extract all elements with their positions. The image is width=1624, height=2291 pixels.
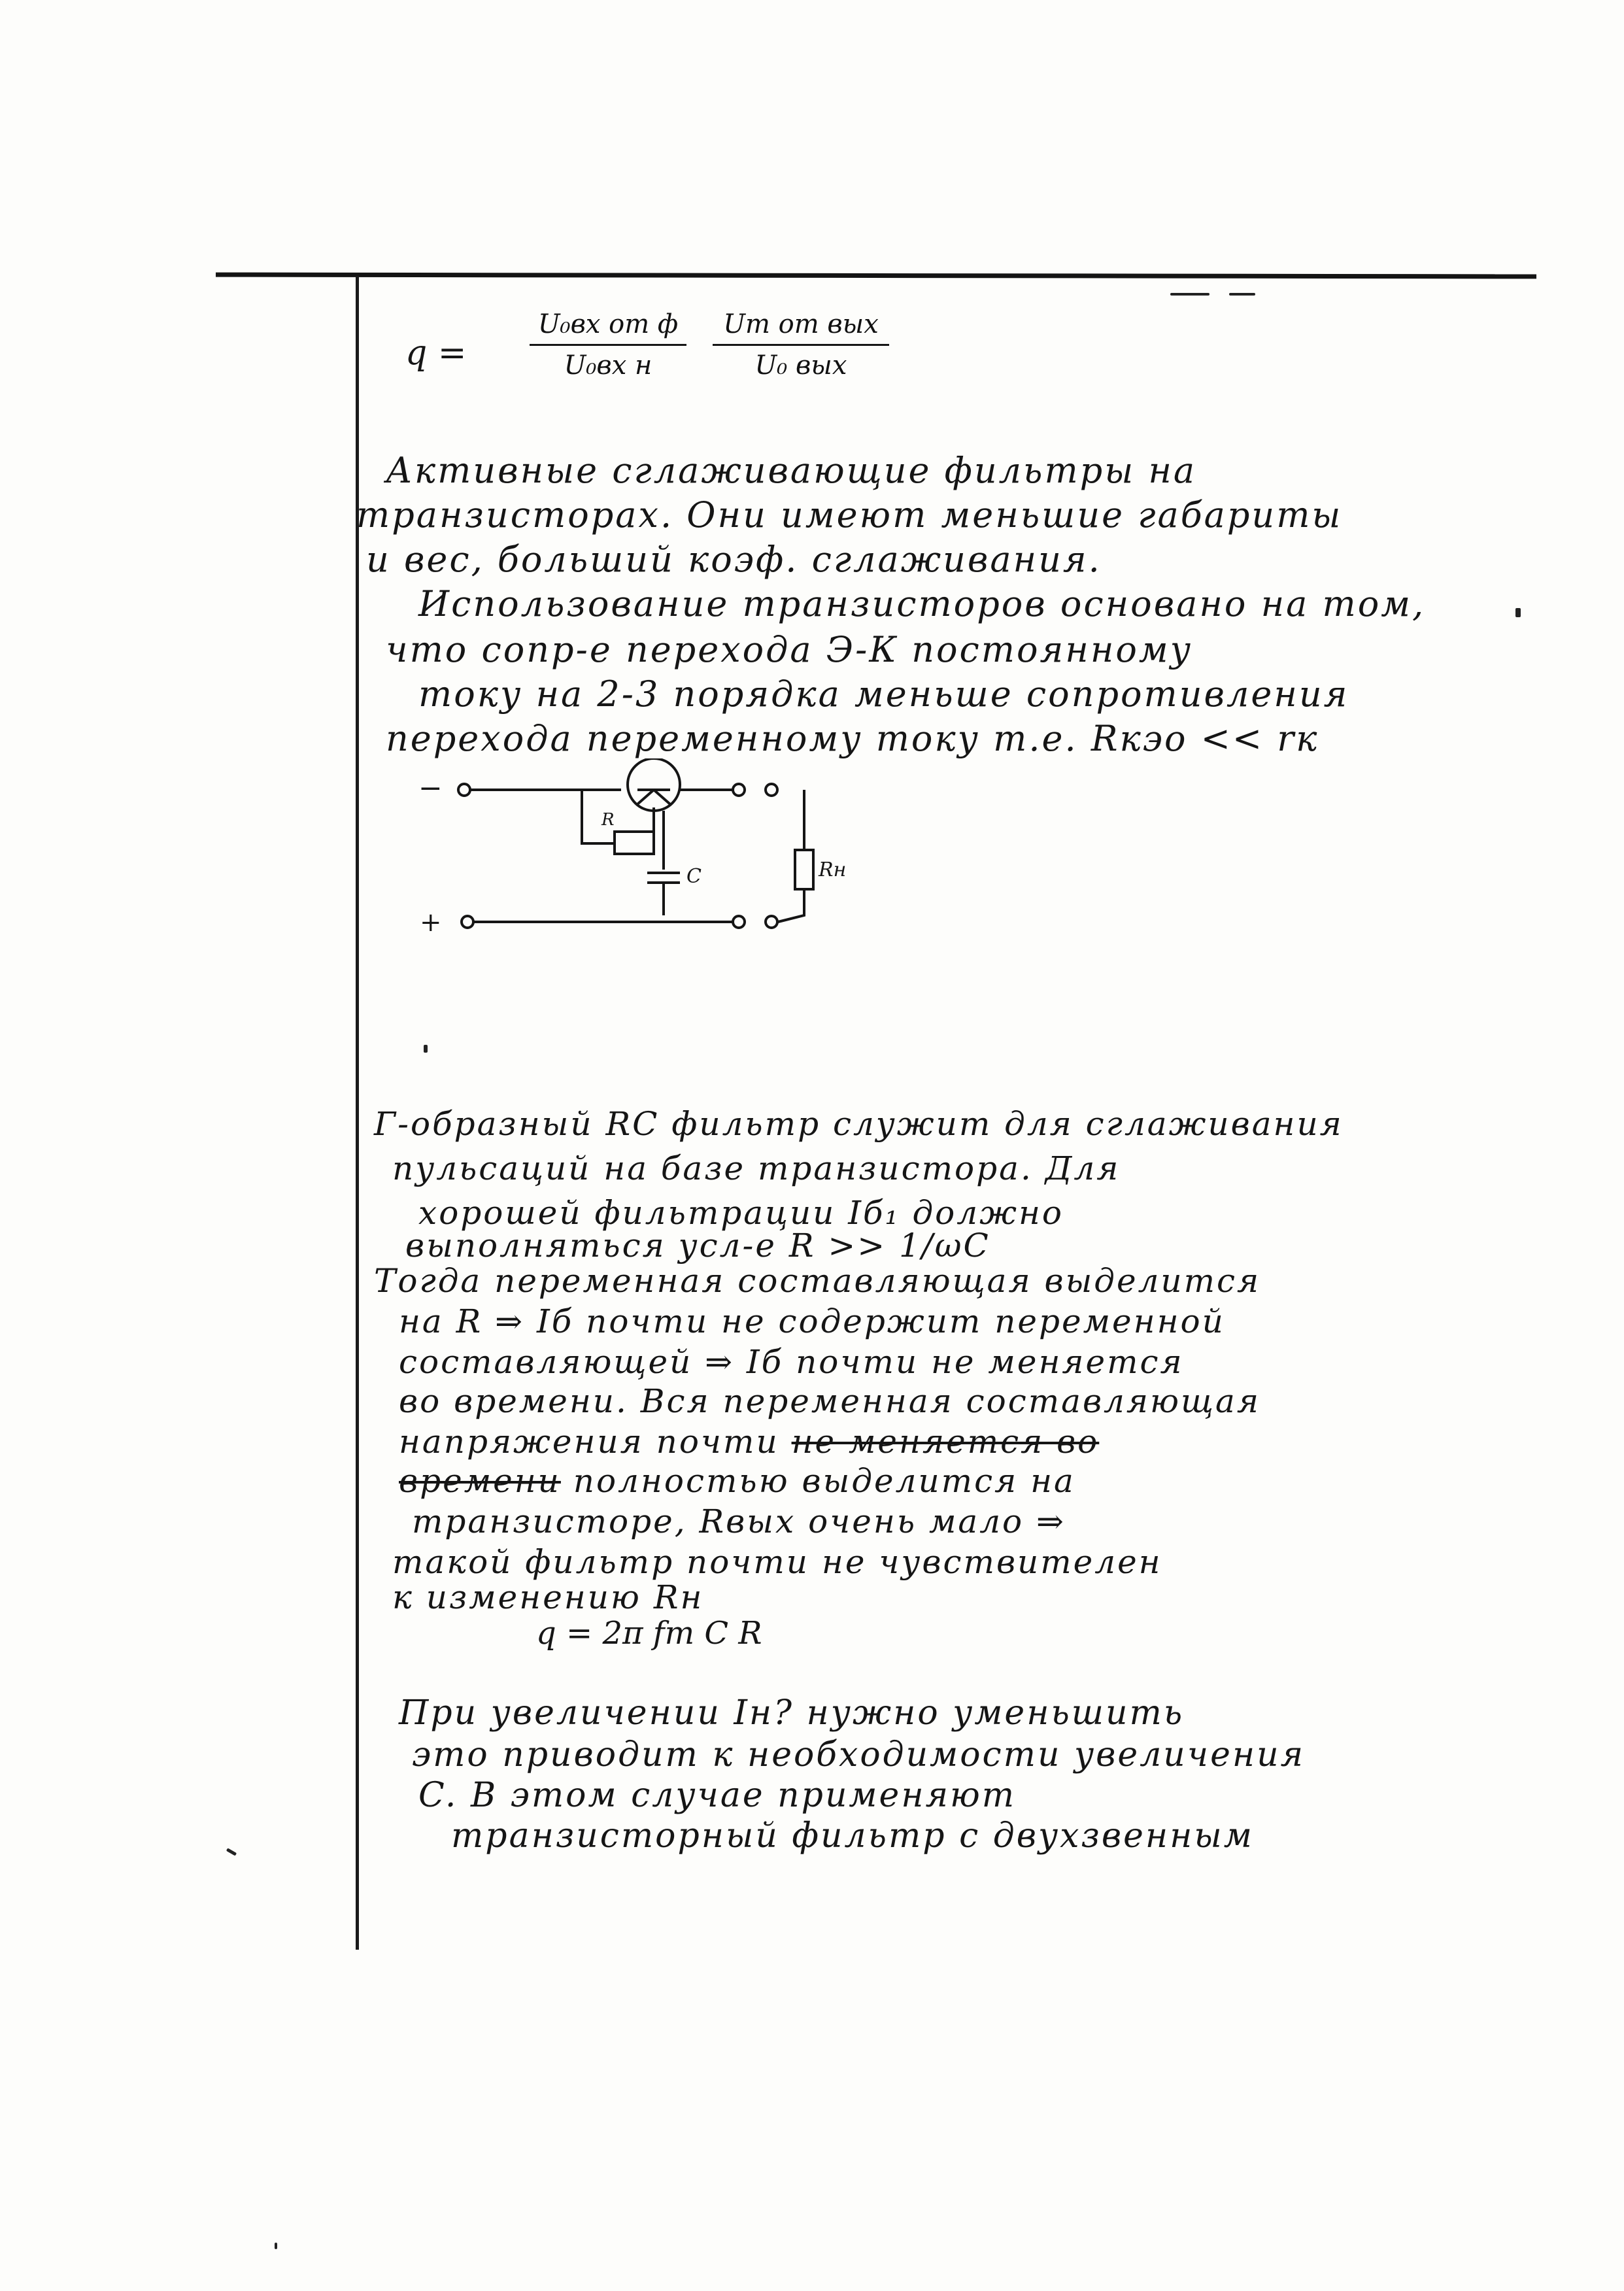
resistor-r (615, 832, 654, 854)
load-resistor-rn-label: Rн (819, 858, 847, 881)
transistor-filter-circuit (405, 758, 863, 955)
transistor-collector (654, 790, 670, 804)
para1-line-6: току на 2-3 порядка меньше сопротивления (418, 673, 1349, 715)
capacitor-c-label: C (686, 865, 702, 888)
para3-line-4: транзисторный фильтр с двухзвенным (451, 1816, 1254, 1856)
fraction-1-bar (530, 344, 686, 346)
para2-line-9-text: напряжения почти (399, 1423, 779, 1461)
para2-line-6: на R ⇒ Iб почти не содержит переменной (399, 1302, 1225, 1340)
para2-line-11: транзисторе, Rвых очень мало ⇒ (412, 1502, 1066, 1540)
output-terminal-top-2 (766, 784, 777, 796)
para2-line-2: пульсаций на базе транзистора. Для (392, 1149, 1121, 1187)
para1-line-4: Использование транзисторов основано на том, (418, 583, 1426, 624)
wire-load-bottom (778, 889, 804, 922)
para2-line-4: выполняться усл-е R >> 1/ωC (405, 1227, 990, 1264)
para2-line-13: к изменению Rн (392, 1578, 704, 1616)
output-terminal-top-1 (733, 784, 745, 796)
para2-line-7: составляющей ⇒ Iб почти не меняется (399, 1343, 1184, 1381)
para3-line-1: При увеличении Iн? нужно уменьшить (399, 1693, 1185, 1733)
para3-line-2: это приводит к необходимости увеличения (412, 1735, 1306, 1774)
transistor-symbol (628, 758, 680, 811)
circuit-minus-label: − (418, 772, 443, 805)
para1-line-7: перехода переменному току т.е. Rкэо << rк (386, 718, 1319, 759)
scan-speck (226, 1848, 237, 1856)
para2-line-12: такой фильтр почти не чувствителен (392, 1543, 1162, 1581)
fraction-1-denominator: U₀вх н (564, 350, 652, 381)
para1-line-2: транзисторах. Они имеют меньшие габариты (356, 494, 1343, 535)
circuit-plus-label: + (420, 908, 442, 938)
output-terminal-bottom-2 (766, 916, 777, 928)
fraction-2-numerator: Um от вых (723, 309, 879, 339)
para2-line-3: хорошей фильтрации Iб₁ должно (418, 1194, 1064, 1232)
para2-line-10 (399, 1462, 1075, 1500)
transistor-emitter (637, 790, 654, 804)
para1-line-1: Активные сглаживающие фильтры на (386, 450, 1197, 491)
scan-speck (275, 2243, 277, 2249)
fraction-1-numerator: U₀вх от ф (537, 309, 679, 339)
para2-line-5: Тогда переменная составляющая выделится (374, 1262, 1261, 1300)
para2-struck-text-1: не меняется во (791, 1423, 1100, 1461)
input-plus-terminal (462, 916, 473, 928)
para2-struck-text-2: времени (399, 1462, 561, 1500)
fraction-2-bar (713, 344, 889, 346)
para2-line-10-text: полностью выделится на (573, 1462, 1075, 1500)
scan-speck (424, 1045, 428, 1053)
formula-fraction-1 (530, 307, 686, 382)
para1-line-5: что сопр-е перехода Э-К постоянному (386, 629, 1193, 670)
para2-line-1: Г-образный RC фильтр служит для сглаживания (374, 1105, 1344, 1143)
fraction-2-denominator: U₀ вых (754, 350, 847, 381)
formula-q2: q = 2π fm C R (536, 1615, 762, 1652)
para2-line-8: во времени. Вся переменная составляющая (399, 1382, 1260, 1420)
top-border-line (216, 273, 1536, 279)
scan-speck (1515, 608, 1521, 617)
formula-fraction-2 (713, 307, 889, 382)
para1-line-3: и вес, больший коэф. сглаживания. (366, 539, 1102, 580)
load-resistor-rn (795, 850, 813, 889)
resistor-r-label: R (601, 810, 615, 830)
input-minus-terminal (458, 784, 470, 796)
formula-q-lhs: q = (405, 333, 467, 373)
output-terminal-bottom-1 (733, 916, 745, 928)
para3-line-3: C. В этом случае применяют (418, 1776, 1017, 1815)
scan-speck (1170, 293, 1210, 296)
para2-line-9 (399, 1423, 1099, 1461)
scan-speck (1229, 293, 1255, 296)
